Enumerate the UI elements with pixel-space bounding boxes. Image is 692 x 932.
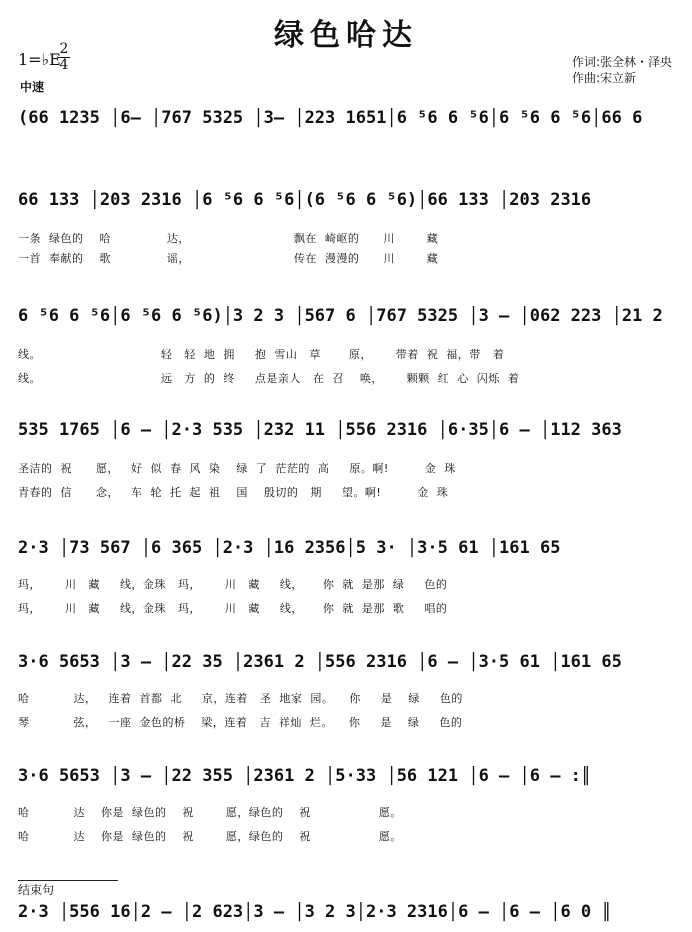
notation-line-7: 3·6 5653 │3 – │22 355 │2361 2 │5·33 │56 121 │6 – │6 – :║ (18, 766, 592, 786)
lyric-line-6a: 哈 达， 连着 首都 北 京，连着 圣 地家 园。 你 是 绿 色的 (18, 692, 463, 705)
time-signature (58, 42, 70, 73)
lyric-line-7a: 哈 达 你是 绿色的 祝 愿，绿色的 祝 愿。 (18, 806, 402, 819)
notation-line-3: 6 ⁵6 6 ⁵6│6 ⁵6 6 ⁵6)│3 2 3 │567 6 │767 5325 │3 – │062 223 │21 2 (18, 306, 663, 326)
lyric-line-3b: 线。 远 方 的 终 点是亲人 在 召 唤， 颗颗 红 心 闪烁 着 (18, 372, 520, 385)
key-signature: 1=♭E (18, 50, 61, 69)
composer-credit: 作曲:宋立新 (572, 71, 637, 85)
notation-line-2: 66 133 │203 2316 │6 ⁵6 6 ⁵6│(6 ⁵6 6 ⁵6)│66 133 │203 2316 (18, 190, 592, 210)
ending-label: 结束句 (18, 883, 55, 897)
lyric-line-4a: 圣洁的 祝 愿， 好 似 春 风 染 绿 了 茫茫的 高 原。啊! 金 珠 (18, 462, 456, 475)
notation-line-5: 2·3 │73 567 │6 365 │2·3 │16 2356│5 3· │3·5 61 │161 65 (18, 538, 561, 558)
notation-line-4: 535 1765 │6 – │2·3 535 │232 11 │556 2316 │6·35│6 – │112 363 (18, 420, 622, 440)
lyric-line-5b: 玛， 川 藏 线，金珠 玛， 川 藏 线， 你 就 是那 歌 唱的 (18, 602, 448, 615)
notation-line-8: 2·3 │556 16│2 – │2 623│3 – │3 2 3│2·3 2316│6 – │6 – │6 0 ║ (18, 902, 612, 922)
lyric-line-3a: 线。 轻 轻 地 拥 抱 雪山 草 原， 带着 祝 福，带 着 (18, 348, 505, 361)
song-title: 绿色哈达 (274, 18, 418, 53)
meter-top: 2 (59, 41, 69, 57)
meter-bottom: 4 (59, 57, 69, 73)
tempo-marking: 中速 (20, 80, 45, 94)
notation-line-1: (66 1235 │6– │767 5325 │3– │223 1651│6 ⁵6 6 ⁵6│6 ⁵6 6 ⁵6│66 6 (18, 108, 643, 128)
lyric-line-2b: 一首 奉献的 歌 谣， 传在 漫漫的 川 藏 (18, 252, 439, 265)
lyric-line-7b: 哈 达 你是 绿色的 祝 愿，绿色的 祝 愿。 (18, 830, 402, 843)
lyric-line-4b: 青春的 信 念， 车 轮 托 起 祖 国 殷切的 期 望。啊! 金 珠 (18, 486, 449, 499)
lyric-line-2a: 一条 绿色的 哈 达， 飘在 崎岖的 川 藏 (18, 232, 439, 245)
credits (572, 54, 672, 86)
lyric-line-6b: 琴 弦， 一座 金色的桥 梁，连着 吉 祥灿 烂。 你 是 绿 色的 (18, 716, 463, 729)
lyricist-credit: 作词:张全林・泽央 (572, 55, 673, 69)
lyric-line-5a: 玛， 川 藏 线，金珠 玛， 川 藏 线， 你 就 是那 绿 色的 (18, 578, 448, 591)
notation-line-6: 3·6 5653 │3 – │22 35 │2361 2 │556 2316 │6 – │3·5 61 │161 65 (18, 652, 622, 672)
